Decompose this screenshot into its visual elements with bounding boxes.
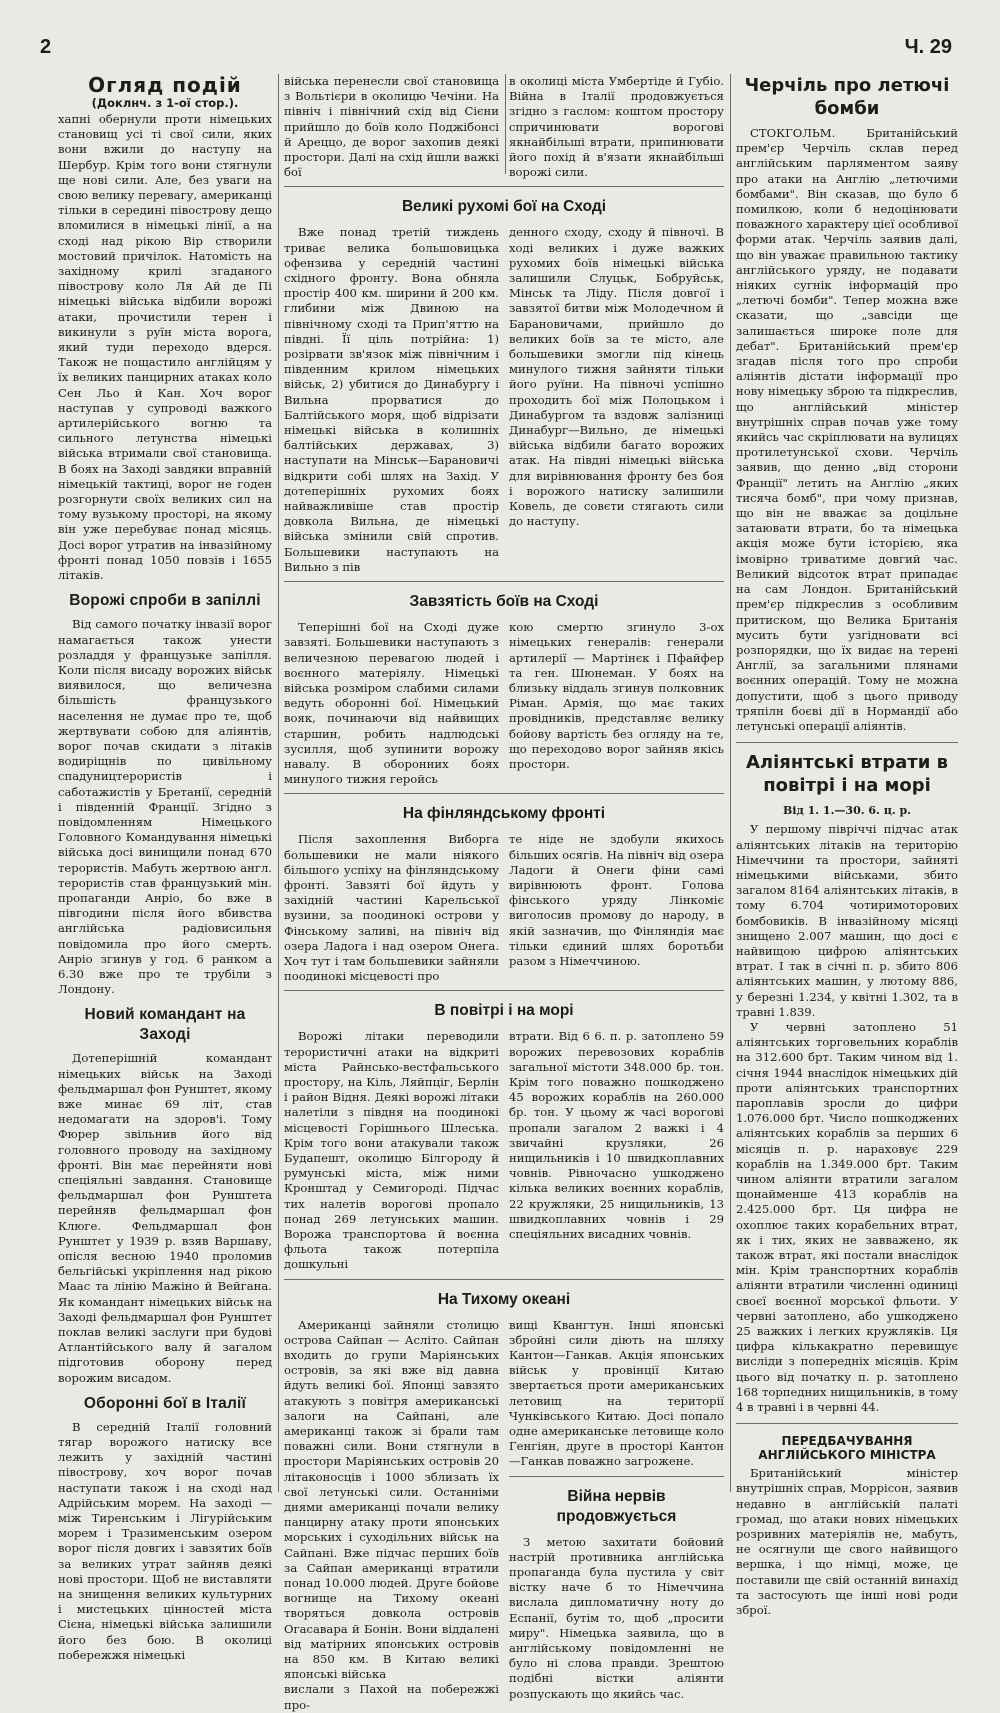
column-rule [730,74,731,1492]
article-body: війська перенесли свої становища з Вольтієри в околицю Чечіни. На північ і північний схід від Сієни прийшло до боїв коло Поджібонсі й Ареццо, де ворог захопив деякі простори. Далі на схід йшли важкі бої [284,74,499,180]
article-body: хапні обернули проти німецьких становищ усі ті свої сили, яких вони вжили до наступу на Шербур. Крім того вони стягнули ще нові сили. Але, без уваги на свою велику перевагу, американці тільки в середині півострову дещо вломилися в німецькі лінії, а на сході над рікою Вір створили мостовий причілок. Натомість на західному крилі згаданого півострову коло Ля Ай де Пі німецькі війська відбили ворожі атаки, прочистили терен і викинули з руїн міста ворога, який туди переходо вдерся. Також не пощастило англійцям у їх великих панцирних атаках коло Сен Льо й Кан. Хоч ворог наступав у супроводі важкого артилерійського вогню та сильного летунства німецькі війська втримали свої становища. В боях на Заході завдяки вправній німецькій тактиці, ворог не годен розгорнути своїх великих сил на тому вузькому просторі, на якому він уже перебуває понад місяць. Досі ворог утратив на інвазійному фронті понад 1050 повзів і 1655 літаків. [58,112,272,583]
section-rule [736,742,958,743]
top-continuations [284,74,724,180]
section-heading-rear: Ворожі спроби в запіллі [69,592,261,610]
section-rule [736,1423,958,1424]
article-title-review: Огляд подій [88,73,242,97]
page-number: 2 [40,36,52,58]
section-heading-finland: На фінляндському фронті [402,805,606,823]
section-body-pacific [284,1318,724,1713]
article-body: Американці зайняли столицю острова Сайпан — Аслітo. Сайпан входить до групи Маріянських островів, за які вже від давна йдуть великі бої. Японці завзято атакують з повітря американські залоги на Сайпані, але американці також зі брали там поважні сили. Вони стягнули в простори Маріянських островів 20 літаконосців і 1000 зблизать їх свої летунські сили. Останніми днями американці почали велику панцирну атаку проти японських морських і суходільних військ на Сайпані. Вже підчас перших боїв за Сайпан американці втратили понад 10.000 людей. Друге бойове вогнище на Тихому океані творяться довкола островів Огасавара й Бонін. Вони віддалені від матірних японських островів на 850 км. В Китаю великі японські війська [284,1317,499,1682]
article-body: кою смертю згинуло 3-ох німецьких генералів: генерали артилерії — Мартінєк і Пфайфер та ген. Шюнеман. У боях на близьку віддаль згинув полковник Ріман. Армія, що має таких провідників, представляє велику бойову вартість без огляду на те, що переходово ворог зайняв якісь простори. [509,620,724,771]
article-body: Теперішні бої на Сході дуже завзяті. Большевики наступають з величезною перевагою людей і воєнного матеріялу. Німецькі війська розміром слабими силами ведуть оборонні бої. Німецький вояк, починаючи від найвищих старшин, робить надлюдські зусилля, щоб зупинити ворожу навалу. В оборонних боях минулого тижня геройсь [284,620,499,787]
article-title-allied-losses: Аліянтські втрати в повітрі і на морі [746,752,948,797]
article-body: Від самого початку інвазії ворог намагається також унести розладдя у французьке запілля. Коли після висаду ворожих військ виявилося, що величезна більшість французького населення не думає про те, щоб жертвувати собою для аліянтів, ворог почав скидати з літаків водиріщнів по цивільному спадуництерористів і саботажистів у Бретанії, середній і південній Франції. Згідно з повідомленням Німецького Головного Командування німецькі війська досі винищили понад 670 терористів. Мабуть жертвою англ. терористів став французький мін. пропаганди Анріо, бо вже в півгодини після його вбивства англійська радіовисильня повідомила про його смерть. Анріо згинув у год. 6 ранком а 6.30 вже про те трубіли з Лондону. [58,617,272,997]
section-heading-tenacity: Завзятість боїв на Сході [409,593,599,611]
article-body: У червні затоплено 51 аліянтських торговельних кораблів на 312.600 брт. Таким чином від 1. січня 1944 внаслідок німецьких дій проти аліянтських транспортних пароплавів зросли до цифри 1.076.000 брт. Число пошкоджених аліянтських кораблів за перших 6 місяців п. р. нараховує 229 кораблів на 1.349.000 брт. Таким чином аліянти втратили загалом щонайменше 413 кораблів на 2.425.000 брт. Ця цифра не охоплює таких корабельних втрат, як і тих, яких не завважено, як також втрат, які постали внаслідок мін. Крім транспортних кораблів аліянти втратили численні одиниці своєї воєнної морської фльоти. У червні затоплено, або ушкоджено 25 важких і легких кружляків. Ця цифра кількакратно перевищує висліди з попередніх місяців. Крім цього від початку п. р. затоплено 168 торпедних нищильників, в тому 4 в травні і в червні 44. [736,1019,958,1415]
column-4 [736,74,958,1618]
article-body: вищі Квангтун. Інші японські збройні сили діють на шляху Кантон—Ганкав. Акція японських військ у провінції Китаю звертається проти американських летовищ на території Чунківського Китаю. Досі попало одне американське летовище коло Генгіян, друге в просторі Кантон—Ганкав поважно загрожене. [509,1317,724,1469]
section-body-finland [284,832,724,984]
article-body: У першому півріччі підчас атак аліянтських літаків на територію Німеччини та простори, зайняті німецькими військами, збито загалом 8164 аліянтських літаків, в тому 6.704 чотиримоторових бомбовиків. В інвазійному місяці знищено 2.007 машин, що досі є найвищою цифрою аліянтських втрат. І так в січні п. р. збито 806 аліянтських машин, у лютому 886, у березні 1.234, у квітні 1.302, та в травні 1.839. [736,822,958,1019]
section-body-east [284,225,724,575]
issue-number: Ч. 29 [904,36,952,58]
article-body: в околиці міста Умбертіде й Губіо. Війна в Італії продовжується згідно з гаслом: коштом простору спричинювати ворогові якнайбільші втрати, припинювати його похід й в'язати якнайбільші ворожі сили. [509,74,724,180]
section-heading-pacific: На Тихому океані [437,1290,571,1308]
section-heading-air-sea: В повітрі і на морі [434,1002,574,1020]
article-body: вислали з Пахой на побережжі про- [284,1682,499,1712]
article-title-churchill: Черчіль про летючі бомби [744,75,950,119]
article-body: СТОКГОЛЬМ. Британійський прем'єр Черчіль склав перед англійським парляментом заяву про атаки на Англію „летючими бомбами". Він сказав, що було б помилкою, коли б недоцінювати поважного характеру цієї особливої форми атак. Черчіль заявив далі, що він уважає правильною тактику англійського уряду, не подавати ніяких сугнік інформацій про „летючі бомби". Тепер можна вже сказати, що „завсіди ще залишається широке поле для дебат". Британійський прем'єр згадав після того про спроби аліянтів дістати інформації про нову німецьку зброю та підкреслив, що англійський міністер внутрішніх справ почав уже тому якийсь час скріплювати на вулицях протилетунської схови. Черчіль заявив, що денно „від сторони Франції" летить на Англію „яких тисяча бомб", при чому признав, що він не вважає за доцільне затаювати втрати, бо та німецька акція може бути історією, яка імовірно триватиме довгий час. Великий відсоток втрат припадає на сам Лондон. Британійський прем'єр підкреслив з особливим притиском, що Велика Британія мусить бути узгідновати всі розпорядки, що їх видає на терені Англії, за загальними плянами воєнних операцій. Тому не можна допустити, щоб з цього приводу тряпілн бoєві дії в Нормандії або летунські операції аліянтів. [736,126,958,733]
article-body: Дотеперішній командант німецьких військ на Заході фельдмаршал фон Рунштет, якому вже минає 69 літ, став недомагати на здоров'і. Тому Фюрер звільнив його від головного проводу на західному фронті. Він має перейняти нові спеціяльні завдання. Становище фельдмаршал фон Рунштета перейняв фельдмаршал фон Клюге. Фельдмаршал фон Рунштет у 1939 р. взяв Варшаву, опісля весною 1940 проломив бельгійські укріплення над рікою Маас та лінію Мажіно й Вейгана. Як командант німецьких військ на Заході фельдмаршал фон Рунштет поклав великі заслуги при будові Атлантійського валу й загалом підготовив оборону перед ворожим висадом. [58,1051,272,1385]
article-body: Після захоплення Виборга большевики не мали ніякого більшого успіху на фінляндському фронті. Завзяті бої йдуть у західній частині Карельської вузини, за поодинокі острови у Фінському заливі, на північ від озера Ладога і над озером Онега. Хоч тут і там большевики зайняли поодинокі місцевості про [284,832,499,984]
column-rule [278,74,279,1492]
article-body: денного сходу, сходу й півночі. В ході великих і дуже важких рухомих боїв німецькі війська залишили Слуцьк, Бобруйськ, Мінськ та Ліду. Після довгої і завзятої битви між Молодечном й Барановичами, прийшло до великих боїв за те місто, але большевики змогли під кінець минулого тижня зайняти тільки його руїни. На півночі успішно проходить бої між Полоцьком і Динабургом та вздовж залізниці Динабург—Вильно, де німецькі війська відбили багато ворожих атак. На півдні німецькі війська для вирівнювання фронту без боя і ворожого натиску залишили Ковель, де совєти стягають сили до наступу. [509,225,724,529]
columns-2-3 [284,74,724,1712]
section-rule [284,990,724,991]
article-body: З метою захитати бойовий настрій противника англійська пропаганда була пустила у світ вістку наче б то Німеччина вислала дипломатичну ноту до Еспанії, бутім то, щоб „просити миру". Німецька заявила, що в англійському повідомленні не було ні слова правди. Зрештою подібні вістки аліянти розпускають що якийсь час. [509,1534,724,1701]
section-rule [284,581,724,582]
section-body-tenacity [284,620,724,787]
column-1 [58,73,272,1662]
article-body: Ворожі літаки переводили терористичні атаки на відкриті міста Райнсько-вестфальського простору, на Кіль, Ляйпціг, Берлін і район Відня. Деякі ворожі літаки налетіли з півдня на поодинокі місцевості Горішнього Шлеська. Крім того вони атакували також Будапешт, околицю Білгороду й румунські міста, між ними Кронштад у Семигороді. Підчас тих налетів ворогові пропало понад 269 летунських машин. Ворожа транспортова й воєнна фльота також потерпіла дошкульні [284,1029,499,1272]
section-rule [509,1476,724,1477]
section-rule [284,793,724,794]
section-body-air-sea [284,1029,724,1272]
section-heading-east: Великі рухомі бої на Сході [401,198,607,216]
article-body: В середній Італії головний тягар ворожого натиску все лежить у західній частині півострову, хоч ворог почав наступати також і на сході над Адрійським морем. На заході — між Тиренським і Лігурійським морем і Тразименським озером ворог після довгих і завзятих боїв за великих утрат зайняв деякі нові простори. Щоб не виставляти на знищення великих культурних і мистецьких цінностей міста Сієна, німецькі війська залишили його без бою. В околиці побережжя німецькі [58,1419,272,1662]
section-heading-italy: Оборонні бої в Італії [83,1394,247,1412]
article-subtitle: (Доклнч. з 1-ої стор.). [91,96,239,110]
article-body: втрати. Від 6 6. п. р. затоплено 59 ворожих перевозових кораблів загальної містоти 348.000 бр. тон. Крім того поважно пошкоджено 45 ворожих кораблів на 260.000 бр. тон. У цьому ж часі ворогові пропали загалом 2 важкі і 4 звичайні крузляки, 26 нищильників і 10 швидкоплавних човнів. Рівночасно ушкоджено кілька великих воєнних кораблів, 22 кружляки, 25 нищильників, 13 швидкоплавних човнів і 29 спеціяльних висадних човнів. [509,1029,724,1241]
section-heading-minister: ПЕРЕДБАЧУВАННЯ АНГЛІЙСЬКОГО МІНІСТРА [758,1434,936,1463]
article-body: те ніде не здобули якихось більших осягів. На північ від озера Ладоги й Онеги фіни самі вирівнюють фронт. Голова фінського уряду Лінкоміє виголосив промову до народу, в якій зазначив, що Фінляндія має тільки єдиний шлях боротьби разом з Німеччиною. [509,832,724,968]
article-body: Вже понад третій тиждень триває велика большовицька офензива у середній частині східного фронту. Вона обняла простір 400 км. ширини й 200 км. глибини між Двиною на північному сході та Прип'яттю на півдні. Її ціль потрійна: 1) розірвати зв'язок між північним і південним крилом німецьких військ, 2) убитися до Динабургу і Вильна прорватися до Балтійського моря, щоб відрізати німецькі війська в колишніх балтійських державах, 3) наступати на Мінськ—Барановичі відкрити собі шлях на Захід. У дотеперішніх рухомих боях найважливіше став простір довкола Вильна, де німецькі війська змінили свій спротив. Большевики наступають на Вильно з пів [284,225,499,574]
article-body: Британійський міністер внутрішніх справ, Моррісон, заявив недавно в англійській палаті громад, що атаки нових німецьких розривних матеріялів не, мабуть, не осягнули ще свого найвищого вершка, і що німці, може, це поставили ще свій останній винахід та застосують ще інші нові роди зброї. [736,1466,958,1618]
section-heading-nerves: Війна нервів продовжується [556,1487,677,1525]
period-label: Від 1. 1.—30. 6. ц. р. [782,804,912,818]
section-rule [284,186,724,187]
section-heading-commander: Новий командант на Заході [84,1006,246,1044]
section-rule [284,1279,724,1280]
